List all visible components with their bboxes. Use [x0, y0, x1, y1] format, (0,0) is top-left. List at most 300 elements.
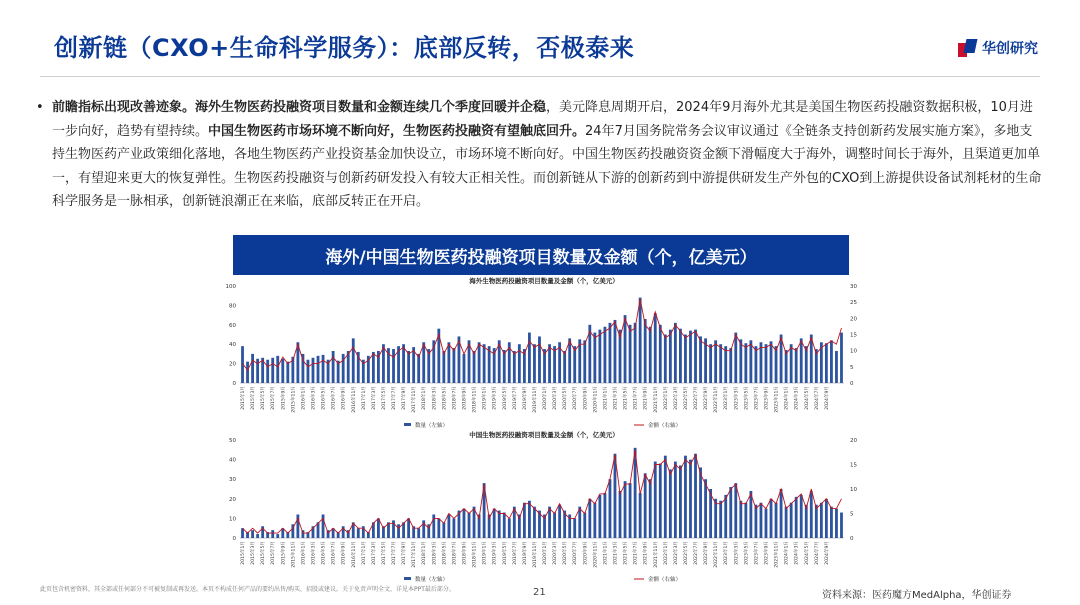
x-tick-label: 2015年3月: [251, 541, 257, 565]
highlight-text-1: 前瞻指标出现改善迹象。海外生物医药投融资项目数量和金额连续几个季度回暖并企稳: [52, 100, 547, 115]
bar: [729, 348, 732, 383]
bar: [825, 499, 828, 538]
x-tick-label: 2015年5月: [261, 386, 267, 410]
bar: [649, 327, 652, 383]
bar: [442, 522, 445, 538]
x-tick-label: 2019年3月: [492, 541, 498, 565]
x-tick-label: 2021年11月: [653, 541, 659, 568]
x-tick-label: 2023年3月: [734, 541, 740, 565]
bar: [674, 323, 677, 383]
x-tick-label: 2019年11月: [532, 386, 538, 413]
bar: [790, 503, 793, 538]
x-tick-label: 2020年1月: [543, 541, 549, 565]
bar: [453, 518, 456, 538]
x-tick-label: 2022年9月: [704, 541, 710, 565]
x-tick-label: 2018年3月: [432, 541, 438, 565]
x-tick-label: 2015年9月: [281, 386, 287, 410]
y-tick-left: 40: [229, 342, 236, 349]
bar: [734, 483, 737, 538]
bar: [800, 495, 803, 538]
bar: [493, 509, 496, 538]
bar: [755, 505, 758, 538]
x-tick-label: 2022年9月: [704, 386, 710, 410]
bar: [447, 342, 450, 383]
logo-mark-icon: [958, 39, 978, 57]
bar: [357, 528, 360, 538]
y-tick-right: 30: [850, 284, 857, 290]
bar: [835, 509, 838, 538]
x-tick-label: 2023年3月: [734, 386, 740, 410]
x-tick-label: 2021年9月: [643, 541, 649, 565]
bar: [422, 342, 425, 383]
x-tick-label: 2023年1月: [724, 541, 730, 565]
bar: [609, 323, 612, 383]
bar: [417, 354, 420, 383]
x-tick-label: 2024年7月: [814, 386, 820, 410]
x-tick-label: 2015年7月: [271, 386, 277, 410]
bar: [533, 344, 536, 383]
bar: [830, 340, 833, 383]
x-tick-label: 2020年11月: [593, 541, 599, 568]
y-tick-left: 30: [229, 477, 236, 484]
x-tick-label: 2023年7月: [754, 541, 760, 565]
x-tick-label: 2020年7月: [573, 541, 579, 565]
bar: [765, 344, 768, 383]
bar: [709, 344, 712, 383]
bar: [830, 507, 833, 538]
bar: [739, 501, 742, 538]
bar: [624, 315, 627, 383]
bar: [775, 503, 778, 538]
bar: [276, 356, 279, 383]
bar: [256, 359, 259, 383]
x-tick-label: 2016年1月: [301, 541, 307, 565]
bar: [473, 351, 476, 383]
bar: [271, 530, 274, 538]
x-tick-label: 2020年11月: [593, 386, 599, 413]
x-tick-label: 2017年5月: [381, 541, 387, 565]
x-tick-label: 2023年5月: [744, 386, 750, 410]
x-tick-label: 2015年1月: [241, 386, 247, 410]
x-tick-label: 2024年1月: [784, 386, 790, 410]
x-tick-label: 2019年1月: [482, 541, 488, 565]
x-tick-label: 2018年1月: [422, 386, 428, 410]
x-tick-label: 2023年1月: [724, 386, 730, 410]
bar: [322, 355, 325, 383]
legend-swatch-count-china: [404, 577, 411, 580]
bar: [583, 340, 586, 383]
x-tick-label: 2018年7月: [452, 386, 458, 410]
bar: [664, 456, 667, 538]
x-tick-label: 2020年9月: [583, 541, 589, 565]
bar: [276, 534, 279, 538]
bar: [478, 342, 481, 383]
bar: [694, 454, 697, 538]
highlight-text-2: 中国生物医药市场环境不断向好，生物医药投融资有望触底回升。: [208, 123, 586, 139]
bar: [568, 338, 571, 383]
x-tick-label: 2022年5月: [683, 386, 689, 410]
bar: [760, 503, 763, 538]
bar: [704, 479, 707, 538]
footer-disclaimer: 此页包含机密资料，其全部或任何部分不可被复制或再发送。本页不构成任何产品的要约出售/购买，招股或建议。关于免责声明全文，详见本PPT最后部分。: [40, 586, 455, 593]
bar: [719, 501, 722, 538]
x-tick-label: 2022年1月: [663, 386, 669, 410]
bar: [669, 469, 672, 538]
bar: [508, 518, 511, 538]
x-tick-label: 2024年9月: [824, 386, 830, 410]
x-tick-label: 2018年7月: [452, 541, 458, 565]
x-tick-label: 2018年5月: [442, 541, 448, 565]
bar: [523, 503, 526, 538]
x-tick-label: 2017年1月: [361, 386, 367, 410]
bar: [815, 505, 818, 538]
bar: [755, 346, 758, 383]
x-tick-label: 2022年11月: [714, 386, 720, 413]
bar: [503, 513, 506, 538]
bar: [744, 343, 747, 383]
bar: [785, 350, 788, 383]
bar: [518, 344, 521, 383]
bar: [397, 524, 400, 538]
x-tick-label: 2020年5月: [563, 541, 569, 565]
x-tick-label: 2016年9月: [341, 541, 347, 565]
legend-swatch-count: [404, 423, 411, 426]
y-tick-right: 25: [850, 300, 857, 307]
x-tick-label: 2023年11月: [774, 541, 780, 568]
y-tick-left: 100: [225, 284, 236, 290]
bar: [583, 513, 586, 538]
x-tick-label: 2022年1月: [663, 541, 669, 565]
x-tick-label: 2021年7月: [633, 541, 639, 565]
x-tick-label: 2022年5月: [683, 541, 689, 565]
bar: [468, 513, 471, 538]
bar: [775, 346, 778, 383]
x-tick-label: 2017年3月: [371, 386, 377, 410]
bar: [614, 320, 617, 383]
bar: [694, 330, 697, 383]
x-tick-label: 2020年7月: [573, 386, 579, 410]
bar: [407, 351, 410, 383]
bar: [629, 325, 632, 383]
bar: [780, 489, 783, 538]
y-tick-left: 0: [232, 536, 236, 542]
bar: [729, 487, 732, 538]
x-tick-label: 2023年9月: [764, 541, 770, 565]
x-tick-label: 2022年11月: [714, 541, 720, 568]
x-tick-label: 2017年7月: [392, 541, 398, 565]
bar: [795, 348, 798, 383]
bar: [483, 344, 486, 383]
bar: [604, 493, 607, 538]
bar: [538, 336, 541, 383]
bar: [699, 467, 702, 538]
x-tick-label: 2024年7月: [814, 541, 820, 565]
x-tick-label: 2022年3月: [673, 386, 679, 410]
x-tick-label: 2019年1月: [482, 386, 488, 410]
x-tick-label: 2018年5月: [442, 386, 448, 410]
bar: [734, 333, 737, 383]
bar: [513, 351, 516, 383]
bar: [744, 503, 747, 538]
logo-text: 华创研究: [982, 41, 1038, 57]
x-tick-label: 2016年5月: [321, 386, 327, 410]
x-tick-label: 2024年3月: [794, 386, 800, 410]
y-tick-left: 20: [229, 496, 236, 503]
x-tick-label: 2016年7月: [331, 541, 337, 565]
x-tick-label: 2021年7月: [633, 386, 639, 410]
x-tick-label: 2018年1月: [422, 541, 428, 565]
x-tick-label: 2017年9月: [402, 541, 408, 565]
brand-logo: [958, 38, 1038, 58]
x-tick-label: 2021年5月: [623, 386, 629, 410]
bar: [629, 483, 632, 538]
bar: [271, 358, 274, 383]
x-tick-label: 2018年9月: [462, 386, 468, 410]
bar: [256, 534, 259, 538]
bar: [724, 346, 727, 383]
x-tick-label: 2016年9月: [341, 386, 347, 410]
x-tick-label: 2019年9月: [522, 541, 528, 565]
bar: [825, 343, 828, 383]
legend-label-count-china: 数量（左轴）: [415, 577, 449, 583]
x-tick-label: 2021年11月: [653, 386, 659, 413]
bar: [619, 491, 622, 538]
bar: [795, 497, 798, 538]
x-tick-label: 2020年5月: [563, 386, 569, 410]
bar: [251, 354, 254, 383]
bar: [528, 501, 531, 538]
bar: [281, 359, 284, 383]
y-tick-left: 10: [229, 516, 236, 523]
bar: [266, 360, 269, 383]
bar: [453, 348, 456, 383]
x-tick-label: 2016年3月: [311, 386, 317, 410]
page-number: 21: [533, 587, 546, 598]
x-tick-label: 2015年3月: [251, 386, 257, 410]
bar: [835, 351, 838, 383]
bar: [402, 344, 405, 383]
x-tick-label: 2023年7月: [754, 386, 760, 410]
x-tick-label: 2022年7月: [694, 386, 700, 410]
bar: [810, 491, 813, 538]
x-tick-label: 2015年1月: [241, 541, 247, 565]
bullet-point: •: [36, 100, 44, 115]
bar: [332, 351, 335, 383]
chart-title-china: 中国生物医药投融资项目数量及金额（个，亿美元）: [469, 431, 619, 439]
bar: [442, 351, 445, 383]
bar: [634, 323, 637, 383]
bar: [669, 330, 672, 383]
bar: [573, 518, 576, 538]
bar: [447, 514, 450, 538]
x-tick-label: 2021年9月: [643, 386, 649, 410]
y-tick-left: 20: [229, 361, 236, 368]
x-tick-label: 2016年1月: [301, 386, 307, 410]
x-tick-label: 2019年5月: [502, 386, 508, 410]
x-tick-label: 2017年3月: [371, 541, 377, 565]
body-text-1: ，美元降息周期开启，2024年9月海外尤其是美国生物医药投融资数据积极，10月进一步向好，趋势有望持续。: [52, 100, 1033, 139]
bar: [588, 499, 591, 538]
title-divider: [40, 76, 1040, 77]
bar: [558, 505, 561, 538]
y-tick-left: 80: [229, 303, 236, 310]
bar: [654, 313, 657, 383]
page-title: 创新链（CXO+生命科学服务）：底部反转，否极泰来: [54, 34, 635, 62]
bar: [639, 493, 642, 538]
bar: [498, 511, 501, 538]
x-tick-label: 2020年1月: [543, 386, 549, 410]
bar: [598, 330, 601, 383]
x-tick-label: 2015年9月: [281, 541, 287, 565]
x-tick-label: 2017年1月: [361, 541, 367, 565]
legend-label-amount-china: 金额（右轴）: [648, 577, 682, 583]
bar: [674, 462, 677, 538]
x-tick-label: 2018年3月: [432, 386, 438, 410]
bar: [749, 340, 752, 383]
y-tick-left: 60: [229, 322, 236, 329]
bar: [604, 327, 607, 383]
bar: [609, 479, 612, 538]
bar: [840, 333, 843, 383]
bar: [679, 329, 682, 383]
bar: [820, 503, 823, 538]
x-tick-label: 2022年7月: [694, 541, 700, 565]
x-tick-label: 2021年3月: [613, 386, 619, 410]
x-tick-label: 2017年11月: [412, 386, 418, 413]
bar: [684, 335, 687, 384]
bar: [840, 513, 843, 538]
bar: [563, 351, 566, 383]
bar: [739, 339, 742, 383]
charts-figure: [224, 276, 864, 586]
bar: [659, 464, 662, 538]
x-tick-label: 2016年7月: [331, 386, 337, 410]
x-tick-label: 2016年5月: [321, 541, 327, 565]
bar: [714, 340, 717, 383]
x-tick-label: 2019年11月: [532, 541, 538, 568]
bar: [644, 473, 647, 538]
x-tick-label: 2015年7月: [271, 541, 277, 565]
bar: [614, 454, 617, 538]
bar: [684, 456, 687, 538]
bar: [593, 333, 596, 383]
y-tick-right: 20: [850, 438, 857, 444]
body-text-2: 24年7月国务院常务会议审议通过《全链条支持创新药发展实施方案》，多地支持生物医药产业政策细化落地，各地生物医药产业投资基金加快设立，市场环境不断向好。中国生物医药投融资资金额下滑幅度大于海外，调整时间长于海外，且渠道更加单一，有望迎来更大的恢复弹性。生物医药投融资与创新药研发投入有较大正相关性。而创新链从下游的创新药到中游提供研发生产外包的CXO到上游提供设备试剂耗材的生命科学服务是一脉相承，创新链浪潮正在来临，底部反转正在开启。: [52, 123, 1042, 209]
x-tick-label: 2020年3月: [553, 541, 559, 565]
bar: [639, 298, 642, 383]
chart-banner: 海外/中国生物医药投融资项目数量及金额（个，亿美元）: [233, 235, 849, 275]
bar: [664, 335, 667, 384]
x-tick-label: 2024年5月: [804, 386, 810, 410]
x-tick-label: 2024年5月: [804, 541, 810, 565]
x-tick-label: 2024年3月: [794, 541, 800, 565]
y-tick-right: 15: [850, 462, 857, 469]
bar: [765, 509, 768, 538]
bar: [598, 495, 601, 538]
x-tick-label: 2021年1月: [603, 386, 609, 410]
bar: [463, 509, 466, 538]
bar: [714, 499, 717, 538]
bar: [533, 507, 536, 538]
body-paragraph: [36, 96, 1042, 214]
bar: [800, 338, 803, 383]
x-tick-label: 2019年7月: [512, 541, 518, 565]
y-tick-right: 5: [850, 364, 854, 371]
source-note: 资料来源：医药魔方MedAlpha，华创证券: [822, 590, 1012, 601]
bar: [770, 341, 773, 383]
bar: [790, 344, 793, 383]
x-tick-label: 2020年3月: [553, 386, 559, 410]
bar: [417, 528, 420, 538]
bar: [463, 354, 466, 383]
y-tick-left: 40: [229, 457, 236, 464]
bar: [251, 530, 254, 538]
x-tick-label: 2016年3月: [311, 541, 317, 565]
bar: [785, 507, 788, 538]
y-tick-right: 10: [850, 487, 857, 493]
x-tick-label: 2019年7月: [512, 386, 518, 410]
bar: [407, 518, 410, 538]
y-tick-right: 15: [850, 332, 857, 339]
bar: [342, 354, 345, 383]
y-tick-right: 20: [850, 316, 857, 323]
bar: [553, 346, 556, 383]
x-tick-label: 2023年9月: [764, 386, 770, 410]
x-tick-label: 2017年9月: [402, 386, 408, 410]
x-tick-label: 2023年5月: [744, 541, 750, 565]
x-tick-label: 2016年11月: [351, 541, 357, 568]
x-tick-label: 2015年5月: [261, 541, 267, 565]
x-tick-label: 2019年5月: [502, 541, 508, 565]
x-tick-label: 2017年11月: [412, 541, 418, 568]
bar: [624, 481, 627, 538]
bar: [649, 479, 652, 538]
x-tick-label: 2023年11月: [774, 386, 780, 413]
y-tick-left: 50: [229, 438, 236, 444]
bar: [528, 333, 531, 383]
bar: [679, 465, 682, 538]
x-tick-label: 2017年5月: [381, 386, 387, 410]
bar: [654, 462, 657, 538]
x-tick-label: 2015年11月: [291, 386, 297, 413]
bar: [503, 350, 506, 383]
bar: [392, 349, 395, 383]
bar: [724, 495, 727, 538]
bar: [689, 331, 692, 383]
bar: [352, 338, 355, 383]
legend-label-amount: 金额（右轴）: [648, 423, 682, 429]
bar: [805, 346, 808, 383]
bar: [770, 499, 773, 538]
bar: [437, 518, 440, 538]
x-tick-label: 2020年9月: [583, 386, 589, 410]
bar: [372, 352, 375, 383]
x-tick-label: 2015年11月: [291, 541, 297, 568]
bar: [689, 460, 692, 538]
bar: [553, 513, 556, 538]
bar: [246, 362, 249, 383]
x-tick-label: 2021年3月: [613, 541, 619, 565]
x-tick-label: 2016年11月: [351, 386, 357, 413]
chart-title-overseas: 海外生物医药投融资项目数量及金额（个，亿美元）: [469, 277, 619, 285]
x-tick-label: 2024年1月: [784, 541, 790, 565]
bar: [548, 344, 551, 383]
x-tick-label: 2019年9月: [522, 386, 528, 410]
bar: [719, 344, 722, 383]
bar: [286, 362, 289, 383]
y-tick-right: 10: [850, 348, 857, 355]
x-tick-label: 2018年9月: [462, 541, 468, 565]
